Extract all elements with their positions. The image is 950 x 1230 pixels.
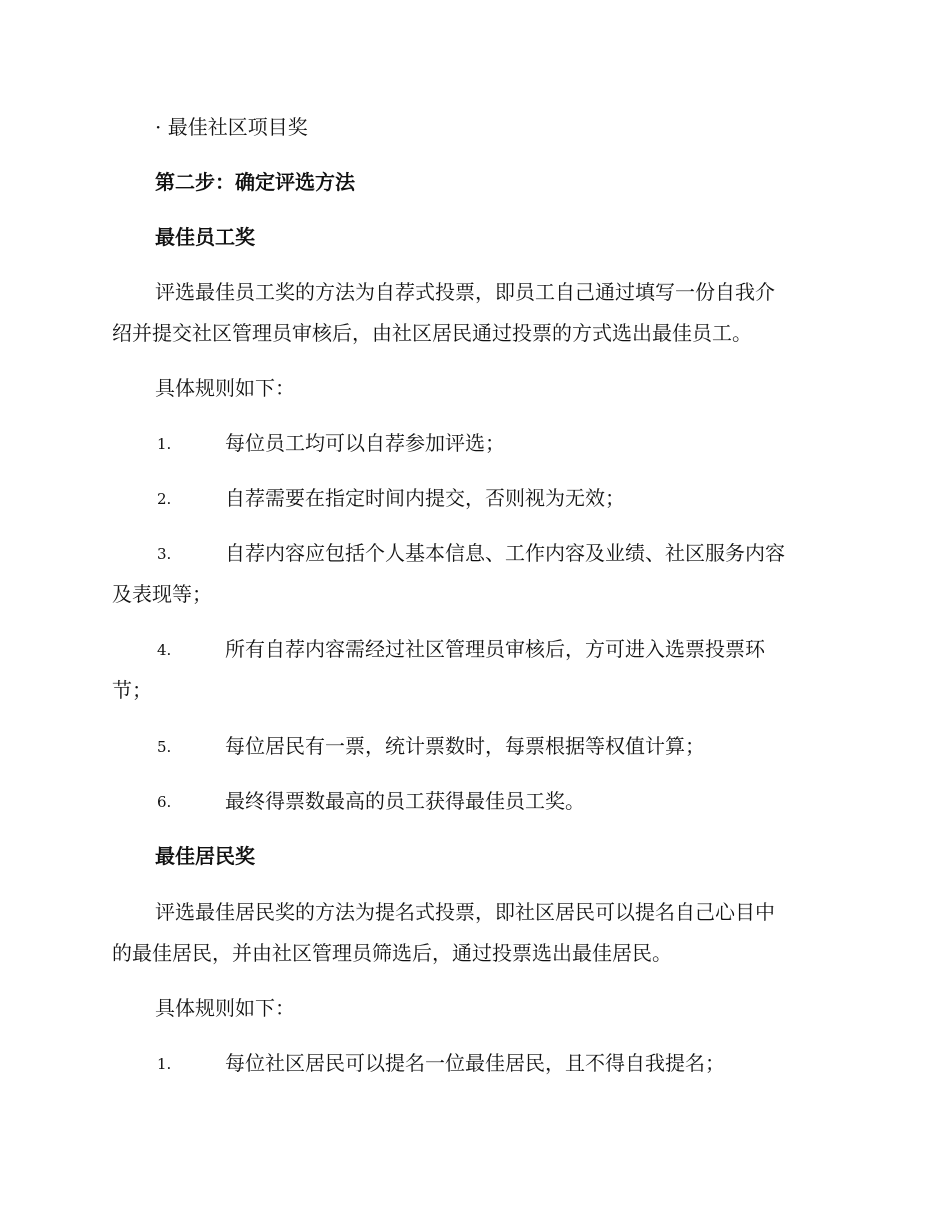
bullet-item-best-community-project: · 最佳社区项目奖	[155, 115, 308, 139]
rule-text: 每位居民有一票，统计票数时，每票根据等权值计算；	[225, 734, 705, 758]
best-resident-heading: 最佳居民奖	[155, 844, 255, 868]
best-resident-paragraph-line-2: 的最佳居民，并由社区管理员筛选后，通过投票选出最佳居民。	[112, 941, 672, 965]
best-employee-paragraph-line-2: 绍并提交社区管理员审核后，由社区居民通过投票的方式选出最佳员工。	[112, 321, 752, 345]
best-resident-paragraph-line-1: 评选最佳居民奖的方法为提名式投票，即社区居民可以提名自己心目中	[155, 900, 775, 924]
rule-text: 最终得票数最高的员工获得最佳员工奖。	[225, 789, 585, 813]
rule-text: 自荐需要在指定时间内提交，否则视为无效；	[225, 486, 625, 510]
rule-number: 1.	[157, 1055, 172, 1073]
rule-text-continuation: 节；	[112, 678, 152, 702]
rule-number: 6.	[157, 793, 172, 811]
rule-number: 1.	[157, 435, 172, 453]
step2-heading: 第二步：确定评选方法	[155, 170, 355, 194]
rule-text: 所有自荐内容需经过社区管理员审核后，方可进入选票投票环	[225, 637, 765, 661]
rule-number: 4.	[157, 641, 172, 659]
best-resident-rules-intro: 具体规则如下：	[155, 996, 295, 1020]
rule-text: 自荐内容应包括个人基本信息、工作内容及业绩、社区服务内容	[225, 541, 785, 565]
rule-text-continuation: 及表现等；	[112, 582, 212, 606]
rule-text: 每位社区居民可以提名一位最佳居民，且不得自我提名；	[225, 1051, 725, 1075]
rule-number: 3.	[157, 545, 172, 563]
best-employee-heading: 最佳员工奖	[155, 225, 255, 249]
best-employee-rules-intro: 具体规则如下：	[155, 376, 295, 400]
rule-number: 5.	[157, 738, 172, 756]
best-employee-paragraph-line-1: 评选最佳员工奖的方法为自荐式投票，即员工自己通过填写一份自我介	[155, 280, 775, 304]
rule-number: 2.	[157, 490, 172, 508]
rule-text: 每位员工均可以自荐参加评选；	[225, 431, 505, 455]
